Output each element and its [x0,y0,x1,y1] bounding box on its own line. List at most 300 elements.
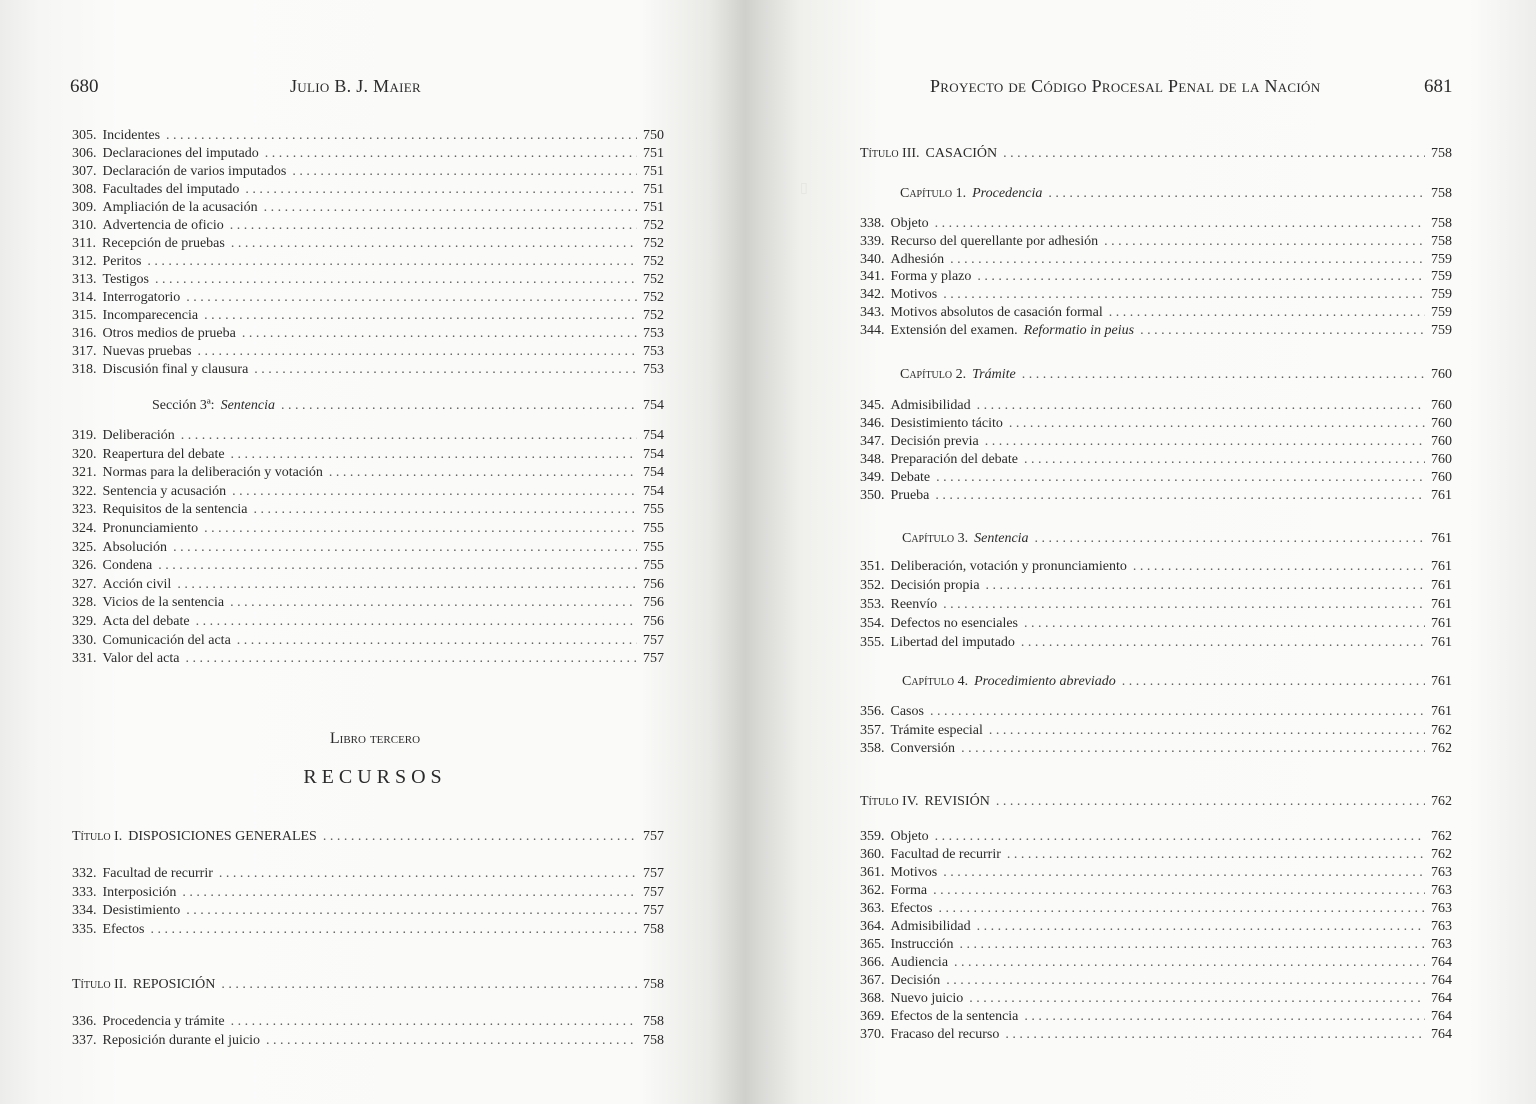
toc-entry [860,616,1452,632]
entry-number: 331. [72,651,97,667]
toc-entry [860,216,1452,232]
leader-dots [946,973,1425,989]
entry-title: Motivos [890,865,938,880]
toc-entry [860,269,1452,285]
toc-entry [72,182,664,198]
leader-dots [231,236,637,252]
entry-number: 344. [860,322,885,338]
section-heading [900,367,1452,383]
entry-title: Efectos [890,901,933,916]
leader-dots [186,290,637,306]
leader-dots [1024,1009,1425,1025]
leader-dots [943,287,1425,303]
entry-page: 756 [643,614,664,629]
entry-page: 752 [643,290,664,305]
leader-dots [959,937,1425,953]
entry-page: 763 [1431,883,1452,898]
entry-page: 760 [1431,398,1452,413]
leader-dots [186,903,637,919]
entry-number: 354. [860,616,885,631]
entry-number: 343. [860,305,885,320]
toc-entry [72,218,664,234]
entry-number: 334. [72,903,97,918]
toc-entry [860,305,1452,321]
toc-entry [860,991,1452,1007]
entry-page: 752 [643,272,664,287]
entry-page: 760 [1431,452,1452,467]
leader-dots [323,829,637,845]
toc-entry [860,234,1452,250]
leader-dots [936,470,1425,486]
leader-dots [231,1014,637,1030]
entry-title-italic: Reformatio in peius [1023,322,1135,338]
leader-dots [1009,416,1425,432]
entry-title: Recurso del querellante por adhesión [890,233,1099,249]
section-page: 761 [1431,674,1452,689]
entry-page: 760 [1431,434,1452,449]
entry-number: 340. [860,251,885,267]
entry-number: 366. [860,955,885,970]
entry-title: Casos [890,704,924,719]
toc-entry [860,883,1452,899]
entry-number: 333. [72,884,97,900]
entry-title: Interrogatorio [102,290,181,305]
entry-number: 362. [860,883,885,898]
entry-number: 332. [72,866,97,881]
entry-number: 358. [860,741,885,756]
entry-number: 336. [72,1014,97,1029]
entry-title: Acción civil [102,576,172,592]
page-number: 680 [70,76,99,97]
entry-title: Deliberación, votación y pronunciamiento [890,559,1127,574]
toc-entry [72,254,664,270]
section-label: Título I. [72,829,123,844]
toc-entry [860,865,1452,881]
toc-entry [860,470,1452,486]
entry-page: 755 [643,558,664,574]
toc-entry [72,484,664,500]
toc-entry [72,326,664,342]
toc-entry [860,597,1452,613]
entry-page: 758 [1431,216,1452,231]
entry-number: 317. [72,344,97,359]
leader-dots [930,704,1425,720]
leader-dots [181,428,637,444]
entry-title: Audiencia [890,955,949,970]
entry-title: Defectos no esenciales [890,616,1018,631]
entry-title: Forma y plazo [890,269,972,285]
leader-dots [935,488,1425,504]
entry-title: Condena [102,558,153,574]
toc-entry [72,521,664,537]
entry-number: 328. [72,595,97,611]
entry-page: 758 [643,1014,664,1029]
entry-title: Facultades del imputado [102,182,240,197]
toc-entry [72,272,664,288]
entry-number: 330. [72,632,97,648]
entry-page: 751 [643,182,664,197]
section-title: REPOSICIÓN [132,977,216,992]
leader-dots [1104,234,1425,250]
running-head: Proyecto de Código Procesal Penal de la Nación [930,76,1321,96]
entry-number: 349. [860,470,885,485]
entry-title: Requisitos de la sentencia [102,502,248,518]
entry-title: Recepción de pruebas [101,236,225,251]
entry-page: 764 [1431,1009,1452,1024]
entry-number: 313. [72,272,97,287]
entry-page: 756 [643,595,664,611]
entry-page: 763 [1431,919,1452,934]
entry-title: Conversión [890,741,956,756]
leader-dots [1003,146,1425,162]
entry-number: 310. [72,218,97,233]
toc-entry [72,595,664,611]
leader-dots [221,977,637,993]
entry-number: 305. [72,128,97,143]
section-title: Procedimiento abreviado [974,674,1116,689]
toc-entry [860,704,1452,720]
toc-entry [72,903,664,919]
section-title: Procedencia [972,186,1043,201]
leader-dots [219,866,637,882]
leader-dots [935,216,1425,232]
leader-dots [1021,635,1425,651]
leader-dots [242,326,637,342]
toc-entry [860,955,1452,971]
entry-page: 759 [1431,287,1452,303]
entry-page: 757 [643,632,664,648]
toc-entry [860,1027,1452,1043]
entry-title: Sentencia y acusación [102,483,227,499]
entry-number: 367. [860,973,885,988]
toc-entry [72,447,664,463]
entry-title: Comunicación del acta [102,632,231,648]
toc-entry [860,937,1452,953]
entry-title: Declaraciones del imputado [102,146,259,161]
entry-page: 757 [643,884,664,900]
entry-number: 318. [72,362,97,377]
entry-number: 329. [72,614,97,629]
entry-title: Reenvío [890,597,938,612]
entry-title: Admisibilidad [890,398,971,413]
entry-number: 360. [860,847,885,862]
entry-page: 753 [643,344,664,359]
toc-entry [72,614,664,630]
toc-entry [72,558,664,574]
left-page [0,0,750,1104]
toc-entry [72,344,664,360]
entry-number: 325. [72,539,97,555]
entry-page: 761 [1431,578,1452,593]
toc-entry [72,502,664,518]
entry-number: 342. [860,287,885,303]
entry-title: Ampliación de la acusación [102,200,258,215]
entry-title: Objeto [890,216,929,231]
entry-page: 754 [643,428,664,443]
leader-dots [237,633,637,649]
toc-entry [72,428,664,444]
leader-dots [147,254,637,270]
leader-dots [1048,186,1425,202]
entry-page: 759 [1431,251,1452,267]
section-label: Capítulo 3. [902,531,969,546]
leader-dots [292,164,637,180]
entry-title: Pronunciamiento [102,521,199,536]
entry-page: 762 [1431,741,1452,756]
entry-title: Objeto [890,829,929,844]
entry-title: Normas para la deliberación y votación [102,465,323,481]
leader-dots [158,558,637,574]
entry-page: 760 [1431,470,1452,485]
toc-entry [72,200,664,216]
entry-number: 314. [72,290,97,305]
entry-title: Incidentes [102,128,161,143]
entry-page: 761 [1431,488,1452,503]
toc-entry [860,488,1452,504]
leader-dots [1005,1027,1425,1043]
entry-number: 335. [72,921,97,937]
toc-entry [860,635,1452,651]
entry-page: 764 [1431,955,1452,970]
toc-entry [860,919,1452,935]
entry-page: 755 [643,521,664,536]
leader-dots [245,182,637,198]
section-page: 758 [1431,146,1452,161]
leader-dots [986,578,1425,594]
entry-title: Forma [890,883,928,898]
entry-number: 321. [72,465,97,481]
section-page: 762 [1431,794,1452,809]
toc-entry [72,1033,664,1049]
leader-dots [933,883,1425,899]
leader-dots [166,128,637,144]
entry-title: Procedencia y trámite [102,1014,225,1029]
entry-title: Declaración de varios imputados [102,164,287,179]
entry-number: 337. [72,1033,97,1048]
section-label: Título IV. [860,794,919,809]
entry-number: 356. [860,704,885,719]
entry-page: 754 [643,446,664,462]
section-page: 758 [1431,186,1452,201]
toc-entry [72,465,664,481]
entry-number: 355. [860,635,885,650]
entry-page: 760 [1431,416,1452,431]
leader-dots [954,955,1425,971]
section-label: Sección 3ª: [152,398,215,413]
toc-entry [72,236,664,252]
entry-number: 350. [860,488,885,503]
leader-dots [1024,616,1425,632]
section-label: Capítulo 2. [900,367,967,382]
entry-number: 308. [72,182,97,197]
section-page: 754 [643,398,664,413]
leader-dots [204,308,637,324]
leader-dots [196,614,637,630]
entry-number: 341. [860,269,885,285]
entry-title: Absolución [102,539,168,555]
toc-entry [860,434,1452,450]
entry-title: Admisibilidad [890,919,971,934]
entry-title: Motivos absolutos de casación formal [890,305,1103,320]
entry-number: 319. [72,428,97,443]
entry-title: Incomparecencia [102,308,199,323]
entry-title: Discusión final y clausura [102,362,249,377]
leader-dots [230,218,637,234]
entry-page: 764 [1431,991,1452,1006]
entry-number: 306. [72,146,97,161]
section-label: Capítulo 4. [902,674,969,689]
toc-entry [72,146,664,162]
toc-entry [72,540,664,556]
entry-title: Vicios de la sentencia [102,595,225,611]
toc-entry [860,847,1452,863]
entry-number: 311. [72,236,96,251]
leader-dots [977,269,1425,285]
section-page: 758 [643,977,664,992]
leader-dots [1122,674,1425,690]
section-label: Título II. [72,977,127,992]
leader-dots [281,398,637,414]
leader-dots [150,922,637,938]
entry-title: Debate [890,470,931,485]
entry-page: 751 [643,146,664,161]
entry-title: Otros medios de prueba [102,326,236,341]
entry-page: 755 [643,539,664,555]
section-heading [72,829,664,845]
entry-page: 759 [1431,305,1452,320]
entry-title: Advertencia de oficio [102,218,224,233]
entry-title: Prueba [890,488,930,503]
leader-dots [989,723,1425,739]
entry-title: Efectos de la sentencia [890,1009,1019,1024]
toc-entry [860,829,1452,845]
entry-page: 752 [643,236,664,251]
leader-dots [198,344,637,360]
leader-dots [232,484,637,500]
leader-dots [254,502,637,518]
toc-entry [860,559,1452,575]
entry-page: 758 [1431,233,1452,249]
entry-title: Trámite especial [890,722,983,738]
toc-entry [860,973,1452,989]
entry-number: 322. [72,483,97,499]
page-number: 681 [1424,76,1453,97]
leader-dots [943,865,1425,881]
toc-entry [72,1014,664,1030]
entry-number: 324. [72,521,97,536]
entry-page: 750 [643,128,664,143]
entry-page: 758 [643,921,664,937]
leader-dots [943,597,1425,613]
entry-title: Decisión previa [890,434,979,449]
section-page: 761 [1431,531,1452,546]
toc-entry [860,323,1452,339]
entry-page: 763 [1431,865,1452,880]
entry-title: Deliberación [102,428,175,443]
toc-entry [860,578,1452,594]
entry-number: 327. [72,576,97,592]
entry-page: 757 [643,903,664,918]
toc-entry [72,164,664,180]
entry-number: 357. [860,722,885,738]
entry-page: 762 [1431,829,1452,844]
entry-title: Adhesión [890,251,945,267]
entry-page: 752 [643,308,664,323]
entry-page: 763 [1431,901,1452,916]
entry-number: 370. [860,1027,885,1042]
leader-dots [996,794,1425,810]
right-page [752,0,1536,1104]
leader-dots [230,595,637,611]
entry-number: 353. [860,597,885,612]
leader-dots [969,991,1425,1007]
entry-page: 761 [1431,704,1452,719]
leader-dots [173,540,637,556]
entry-page: 754 [643,465,664,481]
entry-title: Instrucción [890,937,954,952]
toc-entry [860,252,1452,268]
entry-page: 764 [1431,973,1452,988]
leader-dots [329,465,637,481]
toc-entry [72,651,664,667]
entry-page: 762 [1431,847,1452,862]
leader-dots [264,200,637,216]
entry-page: 757 [643,651,664,667]
entry-page: 761 [1431,559,1452,574]
entry-page: 751 [643,164,664,179]
entry-number: 352. [860,578,885,593]
leader-dots [935,829,1425,845]
toc-entry [72,290,664,306]
entry-number: 364. [860,919,885,934]
leader-dots [985,434,1425,450]
entry-title: Reposición durante el juicio [102,1033,260,1048]
entry-page: 751 [643,200,664,215]
leader-dots [1133,559,1425,575]
leader-dots [155,272,637,288]
entry-page: 758 [643,1033,664,1048]
section-heading [72,977,664,993]
entry-page: 753 [643,326,664,341]
entry-number: 339. [860,233,885,249]
toc-entry [72,577,664,593]
entry-number: 323. [72,502,97,518]
leader-dots [185,651,637,667]
entry-title: Facultad de recurrir [102,866,213,881]
section-title: Trámite [972,367,1016,382]
leader-dots [950,252,1425,268]
toc-entry [860,723,1452,739]
entry-title: Libertad del imputado [890,635,1015,650]
entry-page: 752 [643,254,664,269]
leader-dots [1007,847,1425,863]
leader-dots [265,146,637,162]
toc-entry [860,741,1452,757]
leader-dots [1140,323,1425,339]
entry-title: Testigos [102,272,149,287]
entry-number: 365. [860,937,885,952]
entry-page: 764 [1431,1027,1452,1042]
toc-entry [860,1009,1452,1025]
section-label: Título III. [860,146,920,161]
entry-number: 346. [860,416,885,431]
entry-page: 759 [1431,269,1452,285]
entry-number: 369. [860,1009,885,1024]
entry-number: 309. [72,200,97,215]
leader-dots [254,362,637,378]
entry-number: 363. [860,901,885,916]
toc-entry [72,128,664,144]
